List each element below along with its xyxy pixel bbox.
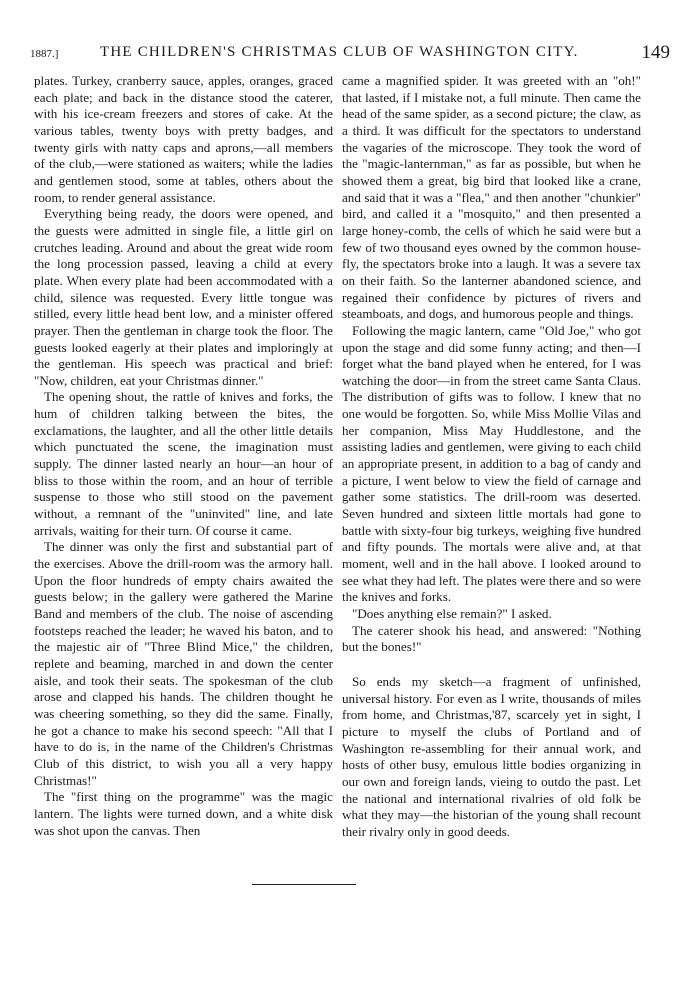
- paragraph: The "first thing on the programme" was the magic lantern. The lights were turned down, and a white disk was shot upon the canvas. Then: [34, 789, 333, 838]
- paragraph: So ends my sketch—a fragment of unfinished, universal history. For even as I write, thousands of miles from home, and Christmas,'87, scarcely yet in sight, I picture to myself the clubs of Portland and of Washington re-assembling for their annual work, and hosts of other busy, emulous little bodies organizing in our own and foreign lands, vieing to outdo the past. Let the national and international rivalries of old folk be what they may—the historian of the young shall recount their rivalry only in good deeds.: [342, 673, 641, 839]
- left-column: [34, 73, 333, 839]
- paragraph: plates. Turkey, cranberry sauce, apples, oranges, graced each plate; and back in the distance stood the caterer, with his ice-cream freezers and stores of cake. At the various tables, twenty boys with pretty badges, and twenty girls with natty caps and aprons,—all members of the club,—were stationed as waiters; while the ladies and gentlemen stood, some at tables, others about the room, to render general assistance.: [34, 73, 333, 205]
- paragraph: "Does anything else remain?" I asked.: [352, 606, 552, 621]
- paragraph: The caterer shook his head, and answered: "Nothing but the bones!": [342, 622, 641, 655]
- paragraph: Everything being ready, the doors were opened, and the guests were admitted in single file, a little girl on crutches leading. Around and about the great wide room the long procession passed, leaving a child at every plate. When every plate had been accommodated with a child, silence was requested. Every little tongue was stilled, every little head bent low, and a minister offered prayer. Then the gentleman in charge took the floor. The guests looked eagerly at their plates and imploringly at the gentleman. His speech was practical and brief: "Now, children, eat your Christmas dinner.": [34, 206, 333, 388]
- paragraph: The dinner was only the first and substantial part of the exercises. Above the drill-room was the armory hall. Upon the floor hundreds of empty chairs awaited the guests below; in the gallery were gathered the Marine Band and members of the club. The noise of ascending footsteps reached the leader; he waved his baton, and to the majestic air of "Three Blind Mice," the children, replete and beaming, marched in and down the center aisle, and took their seats. The spokesman of the club arose and clapped his hands. The children thought he was cheering something, so they did the same. Finally, he got a chance to make his second speech: "All that I have to do is, in the name of the Children's Christmas Club of this district, to wish you all a very happy Christmas!": [34, 539, 333, 788]
- right-column: [342, 73, 641, 841]
- closing-rule: [252, 884, 356, 885]
- paragraph: Following the magic lantern, came "Old Joe," who got upon the stage and did some funny acting; and then—I forget what the band played when he entered, for I was watching the door—in from the street came Santa Claus. The distribution of gifts was to follow. I knew that no one would be forgotten. So, while Miss Mollie Vilas and her companion, Miss May Huddlestone, and the assisting ladies and gentlemen, were giving to each child an appropriate present, in addition to a bag of candy and a picture, I went below to view the field of carnage and gather some statistics. The drill-room was deserted. Seven hundred and sixteen little mortals had gone to battle with sixty-four big turkeys, weighing five hundred and fifty pounds. The mortals were alive and, at that moment, well and in the hall above. I looked around to see what they had left. The plates were there and so were the knives and forks.: [342, 322, 641, 605]
- header-year: 1887.]: [30, 48, 59, 60]
- page-number: 149: [641, 42, 670, 63]
- page-header: [30, 42, 670, 66]
- paragraph: came a magnified spider. It was greeted with an "oh!" that lasted, if I mistake not, a full minute. Then came the head of the same spider, as a second picture; the claw, as a third. It was difficult for the spectators to understand the vagaries of the microscope. They took the word of the "magic-lanternman," as far as possible, but when he showed them a great, big bird that looked like a crane, and said that it was a "flea," and then another "chunkier" bird, and called it a "mosquito," and then presented a large honey-comb, the cells of which he said were but a few of two thousand eyes owned by the common house-fly, the spectators broke into a laugh. It was a severe tax on their faith. So the lanterner abandoned science, and regained their confidence by pictures of rivers and steamboats, and dogs, and humorous people and things.: [342, 73, 641, 322]
- paragraph: The opening shout, the rattle of knives and forks, the hum of children talking between the bites, the exclamations, the laughter, and all the other little details which punctuated the scene, the imagination must supply. The dinner lasted nearly an hour—an hour of bliss to those within the room, and an hour of terrible suspense to those who still stood on the pavement without, a remnant of the "uninvited" line, and late arrivals, waiting for their turn. Of course it came.: [34, 389, 333, 538]
- running-title: THE CHILDREN'S CHRISTMAS CLUB OF WASHINGTON CITY.: [100, 44, 579, 60]
